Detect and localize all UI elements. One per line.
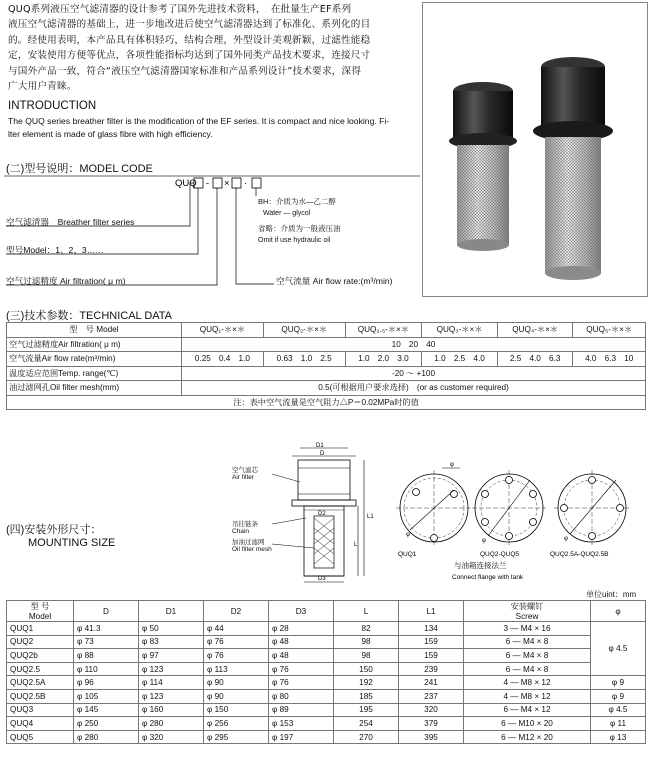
filtration-label: 空气过滤精度 Air filtration( μ m) [6,276,126,286]
table-cell: φ 97 [139,649,204,663]
model-number-label: 型号Model：1、2、3…… [6,245,104,255]
water-glycol-label: Water — glycol [263,210,311,217]
dim-d2: D2 [318,511,326,517]
intro-heading: INTRODUCTION [8,100,97,112]
technical-data-title: (三)技术参数：TECHNICAL DATA [6,310,173,322]
table-cell: 6 — M4 × 12 [464,703,591,717]
table-cell: 395 [399,730,464,744]
breather-filter-illustration [423,3,647,296]
table-cell: φ 9 [591,676,646,690]
table-cell: 159 [399,649,464,663]
table-cell: 1.0 2.5 4.0 [422,352,498,367]
table-cell: φ 114 [139,676,204,690]
table-header-cell: 安装螺钉 Screw [464,601,591,622]
dim-d3: D3 [318,576,326,582]
table-cell: QUQ2 [7,635,74,649]
table-cell: φ 123 [139,689,204,703]
table-cell: 空气流量Air flow rate(m³/min) [7,352,182,367]
table-cell: 0.25 0.4 1.0 [182,352,264,367]
table-cell: 270 [334,730,399,744]
mounting-drawing [230,438,650,586]
table-cell: φ 96 [74,676,139,690]
table-row [7,395,646,410]
table-cell: φ 280 [74,730,139,744]
flange-quq25 [554,470,630,546]
table-cell: φ 88 [74,649,139,663]
bh-medium-label: BH：介质为水—乙二醇 [258,197,336,206]
phi-symbol: φ [406,532,410,538]
table-row [7,337,646,352]
flange-label-quq1: QUQ1 [398,551,417,558]
intro-cn-line: 的。经使用表明，本产品具有体积轻巧，结构合理，外型设计美观新颖，过滤性能稳 [8,34,371,46]
flange-label-quq2: QUQ2-QUQ5 [480,551,520,558]
table-cell: 237 [399,689,464,703]
table-cell: φ 48 [269,635,334,649]
table-cell: φ 113 [204,662,269,676]
phi-symbol: φ [564,536,568,542]
table-row [7,689,646,703]
dim-d: D [320,451,325,457]
intro-cn-line: 液压空气滤清器的基础上，进一步地改进后使空气滤清器达到了标准化、系列化的目 [8,19,371,31]
table-cell: 6 — M4 × 8 [464,649,591,663]
table-cell: φ 76 [269,662,334,676]
table-cell: 10 20 40 [182,337,646,352]
table-cell: φ 13 [591,730,646,744]
breather-filter-label: 空气滤清器 Breather filter series [6,217,135,227]
table-header-cell: D1 [139,601,204,622]
table-cell: φ 48 [269,649,334,663]
intro-cn-line: 定，安装使用方便等优点，各项性能指标均达到了国外同类产品技术要求，连接尺寸 [8,50,371,62]
table-row [7,703,646,717]
connect-flange-en: Connect flange with tank [452,574,524,581]
table-cell: 3 — M4 × 16 [464,622,591,636]
table-cell: φ 76 [204,635,269,649]
table-cell: 185 [334,689,399,703]
dim-d1: D1 [316,443,324,449]
table-header-cell: QUQ₃-＊×＊ [422,323,498,338]
table-cell: 150 [334,662,399,676]
omit-en-label: Omit if use hydraulic oil [258,237,331,244]
code-box-filtration [213,178,222,188]
intro-chinese [8,2,408,94]
intro-cn-line: 广大用户青睐。 [8,81,77,93]
table-cell: φ 145 [74,703,139,717]
flange-quq1 [396,462,472,546]
table-cell: φ 41.3 [74,622,139,636]
table-cell: QUQ2.5 [7,662,74,676]
phi-symbol: φ [450,462,454,468]
table-cell: -20 ～ +100 [182,366,646,381]
table-cell: φ 76 [204,649,269,663]
table-header-cell: QUQ₂.₅-＊×＊ [345,323,422,338]
flange-quq2-quq5 [472,470,546,546]
table-cell: φ 150 [204,703,269,717]
table-cell: 195 [334,703,399,717]
table-cell: φ 320 [139,730,204,744]
table-row [7,662,646,676]
table-cell: φ 83 [139,635,204,649]
table-cell: 134 [399,622,464,636]
table-cell: 379 [399,717,464,731]
table-cell: 241 [399,676,464,690]
table-header-cell: D3 [269,601,334,622]
table-cell: QUQ3 [7,703,74,717]
table-header-cell: QUQ₅-＊×＊ [573,323,646,338]
table-row [7,601,646,622]
table-row [7,676,646,690]
code-sep: × [224,178,230,189]
table-cell: φ 80 [269,689,334,703]
table-cell: 4 — M8 × 12 [464,676,591,690]
table-cell: 320 [399,703,464,717]
table-cell: 0.63 1.0 2.5 [263,352,345,367]
mounting-title-en: MOUNTING SIZE [28,537,116,549]
table-row [7,366,646,381]
table-row [7,717,646,731]
model-code-title: (二)型号说明：MODEL CODE [6,163,153,175]
code-box-medium [252,178,261,188]
table-header-cell: 型 号 Model [7,323,182,338]
table-cell: 温度适应范围Temp. range(℃) [7,366,182,381]
table-cell: 6 — M10 × 20 [464,717,591,731]
code-sep: · [244,178,248,189]
table-cell: QUQ2b [7,649,74,663]
omit-medium-label: 省略：介质为一般液压油 [258,224,341,233]
table-cell: φ 280 [139,717,204,731]
table-cell: 2.5 4.0 6.3 [497,352,573,367]
dim-l1: L1 [367,514,374,520]
table-cell: 油过滤网孔Oil filter mesh(mm) [7,381,182,396]
table-header-cell: D [74,601,139,622]
table-header-cell: D2 [204,601,269,622]
table-header-cell: QUQ₂-＊×＊ [263,323,345,338]
oil-mesh-cn: 加油过滤网 [232,539,265,546]
chain-en: Chain [232,528,249,535]
table-header-cell: 型 号 Model [7,601,74,622]
table-cell: φ 73 [74,635,139,649]
air-filter-cn: 空气滤芯 [232,467,258,474]
connect-flange-cn: 与油箱连接法兰 [454,561,507,570]
table-cell: QUQ2.5A [7,676,74,690]
table-cell: QUQ2.5B [7,689,74,703]
table-cell: 6 — M4 × 8 [464,662,591,676]
intro-english [8,115,413,140]
table-cell: 82 [334,622,399,636]
flow-rate-label: 空气流量 Air flow rate:(m³/min) [276,276,393,286]
mounting-title-cn: (四)安装外形尺寸： [6,524,102,536]
table-row [7,622,646,636]
phi-symbol: φ [482,538,486,544]
oil-mesh-en: Oil filter mesh [232,546,272,553]
table-header-cell: L [334,601,399,622]
dim-l: L [354,542,358,548]
table-cell: φ 76 [269,676,334,690]
table-header-cell: QUQ₁-＊×＊ [182,323,264,338]
table-cell: 0.5(可根据用户要求选择) (or as customer required) [182,381,646,396]
table-row [7,381,646,396]
table-cell: QUQ5 [7,730,74,744]
technical-data-table [6,322,646,410]
table-cell: φ 123 [139,662,204,676]
table-cell: φ 153 [269,717,334,731]
table-header-cell: φ [591,601,646,622]
table-cell: QUQ4 [7,717,74,731]
table-cell: φ 4.5 [591,622,646,676]
table-note: 注：表中空气流量是空气阻力△P＝0.02MPa时的值 [7,395,646,410]
table-cell: φ 197 [269,730,334,744]
table-cell: QUQ1 [7,622,74,636]
table-row [7,635,646,649]
table-cell: φ 90 [204,689,269,703]
table-cell: 159 [399,635,464,649]
air-filter-en: Air filter [232,474,255,481]
flange-label-quq25: QUQ2.5A-QUQ2.5B [550,551,609,558]
code-box-flow [232,178,241,188]
table-cell: φ 105 [74,689,139,703]
table-cell: φ 44 [204,622,269,636]
table-cell: φ 110 [74,662,139,676]
table-cell: φ 90 [204,676,269,690]
unit-label: 单位uint：mm [586,590,637,599]
chain-cn: 吊挂链条 [232,521,258,528]
table-row [7,730,646,744]
table-cell: φ 9 [591,689,646,703]
table-cell: φ 295 [204,730,269,744]
product-photo [422,2,648,297]
table-cell: 6 — M4 × 8 [464,635,591,649]
table-cell: 1.0 2.0 3.0 [345,352,422,367]
table-cell: φ 11 [591,717,646,731]
intro-cn-line: 与国外产品一致，符合“液压空气滤清器国家标准和产品系列设计”技术要求，深得 [8,65,362,77]
table-cell: 6 — M12 × 20 [464,730,591,744]
table-cell: 239 [399,662,464,676]
table-cell: 192 [334,676,399,690]
table-cell: φ 250 [74,717,139,731]
table-row [7,649,646,663]
table-cell: φ 28 [269,622,334,636]
table-cell: 98 [334,649,399,663]
code-sep: - [206,178,210,189]
table-cell: 空气过滤精度Air filtration( μ m) [7,337,182,352]
table-header-cell: QUQ₄-＊×＊ [497,323,573,338]
intro-en-line: lter element is made of glass fibre with high efficiency. [8,128,213,139]
table-header-cell: L1 [399,601,464,622]
table-row [7,323,646,338]
table-row [7,352,646,367]
intro-en-line: The QUQ series breather filter is the modification of the EF series. It is compact and nice looking. Fi- [8,116,390,126]
table-cell: φ 160 [139,703,204,717]
table-cell: φ 4.5 [591,703,646,717]
table-cell: φ 50 [139,622,204,636]
table-cell: 4.0 6.3 10 [573,352,646,367]
intro-cn-line: QUQ系列液压空气滤清器的设计参考了国外先进技术资料， 在批量生产EF系列 [8,4,352,15]
table-cell: 4 — M8 × 12 [464,689,591,703]
mounting-size-table [6,600,646,744]
code-prefix: QUQ [175,178,197,189]
table-cell: 98 [334,635,399,649]
table-cell: φ 256 [204,717,269,731]
table-cell: φ 89 [269,703,334,717]
table-cell: 254 [334,717,399,731]
